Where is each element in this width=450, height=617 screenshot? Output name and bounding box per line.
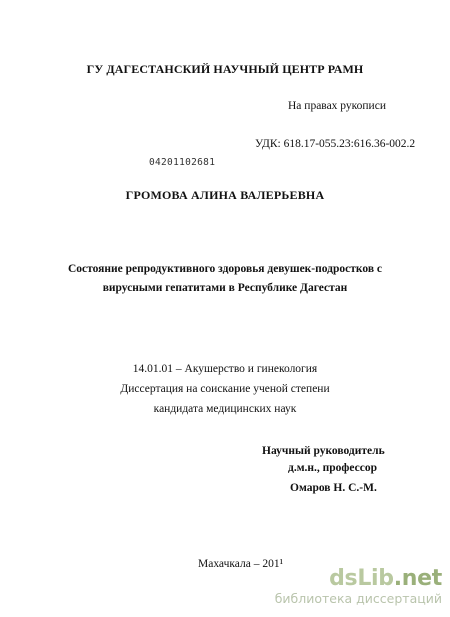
supervisor-name: Омаров Н. С.-М. <box>290 482 377 494</box>
supervisor-title: д.м.н., профессор <box>288 462 377 474</box>
author-name: ГРОМОВА АЛИНА ВАЛЕРЬЕВНА <box>125 188 325 202</box>
degree-line-1: Диссертация на соискание ученой степени <box>120 383 330 395</box>
registration-number: 04201102681 <box>149 157 216 168</box>
rights-notice: На правах рукописи <box>288 100 386 112</box>
specialty-code: 14.01.01 – Акушерство и гинекология <box>132 363 318 375</box>
watermark-logo-part-1: dsLib <box>329 566 394 591</box>
thesis-title-line-2: вирусными гепатитами в Республике Дагестан <box>102 282 348 294</box>
watermark-logo <box>329 567 442 591</box>
udk-code: УДК: 618.17-055.23:616.36-002.2 <box>255 138 416 150</box>
thesis-title-line-1: Состояние репродуктивного здоровья девушек-подростков с <box>67 263 383 275</box>
city-year: Махачкала – 201¹ <box>198 558 284 570</box>
watermark-caption: библиотека диссертаций <box>274 591 442 606</box>
watermark <box>262 567 442 611</box>
supervisor-label: Научный руководитель <box>262 445 385 457</box>
institution-name: ГУ ДАГЕСТАНСКИЙ НАУЧНЫЙ ЦЕНТР РАМН <box>86 62 364 76</box>
degree-line-2: кандидата медицинских наук <box>153 403 297 415</box>
watermark-logo-part-2: .net <box>393 566 442 591</box>
